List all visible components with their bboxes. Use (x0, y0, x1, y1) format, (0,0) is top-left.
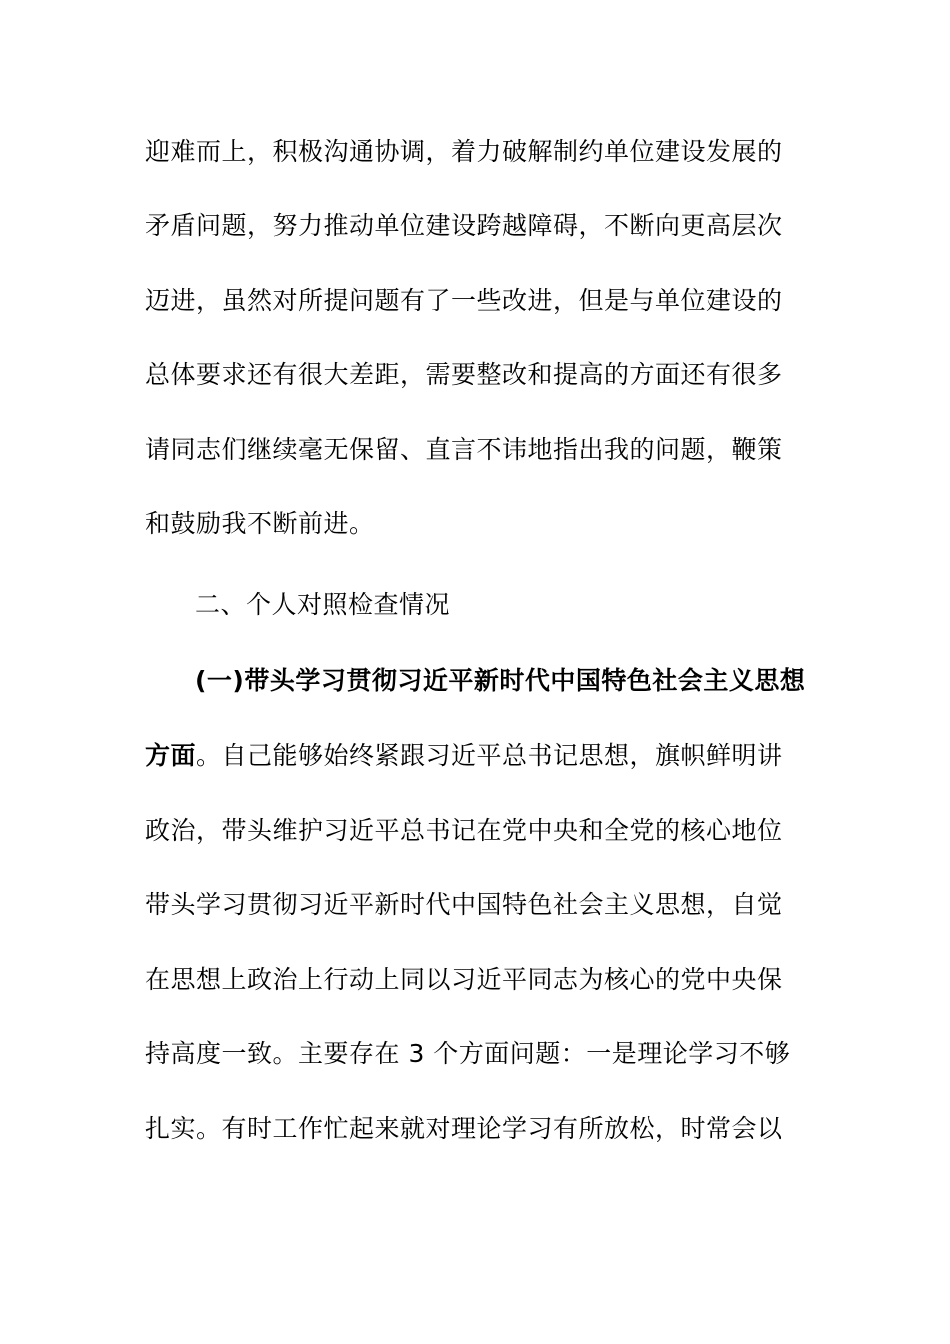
paragraph-line: 请同志们继续毫无保留、直言不讳地指出我的问题，鞭策 (145, 435, 783, 464)
paragraph-line: 迈进，虽然对所提问题有了一些改进，但是与单位建设的 (145, 286, 783, 315)
subheading-continuation (145, 739, 825, 773)
paragraph-text: 。自己能够始终紧跟习近平总书记思想，旗帜鲜明讲 (196, 741, 783, 770)
paragraph-line: 在思想上政治上行动上同以习近平同志为核心的党中央保 (145, 965, 783, 994)
paragraph-line: 扎实。有时工作忙起来就对理论学习有所放松，时常会以 (145, 1114, 783, 1143)
paragraph-line: 持高度一致。主要存在 3 个方面问题：一是理论学习不够 (145, 1039, 791, 1068)
paragraph-line: 矛盾问题，努力推动单位建设跨越障碍，不断向更高层次 (145, 211, 783, 240)
paragraph-line: 政治，带头维护习近平总书记在党中央和全党的核心地位 (145, 816, 783, 845)
subheading: (一)带头学习贯彻习近平新时代中国特色社会主义思想 (195, 666, 806, 695)
section-heading: 二、个人对照检查情况 (195, 590, 451, 619)
paragraph-line: 迎难而上，积极沟通协调，着力破解制约单位建设发展的 (145, 137, 783, 166)
paragraph-line: 和鼓励我不断前进。 (145, 509, 375, 538)
paragraph-line: 总体要求还有很大差距，需要整改和提高的方面还有很多 (145, 360, 783, 389)
subheading-end: 方面 (145, 741, 197, 770)
paragraph-line: 带头学习贯彻习近平新时代中国特色社会主义思想，自觉 (145, 890, 783, 919)
